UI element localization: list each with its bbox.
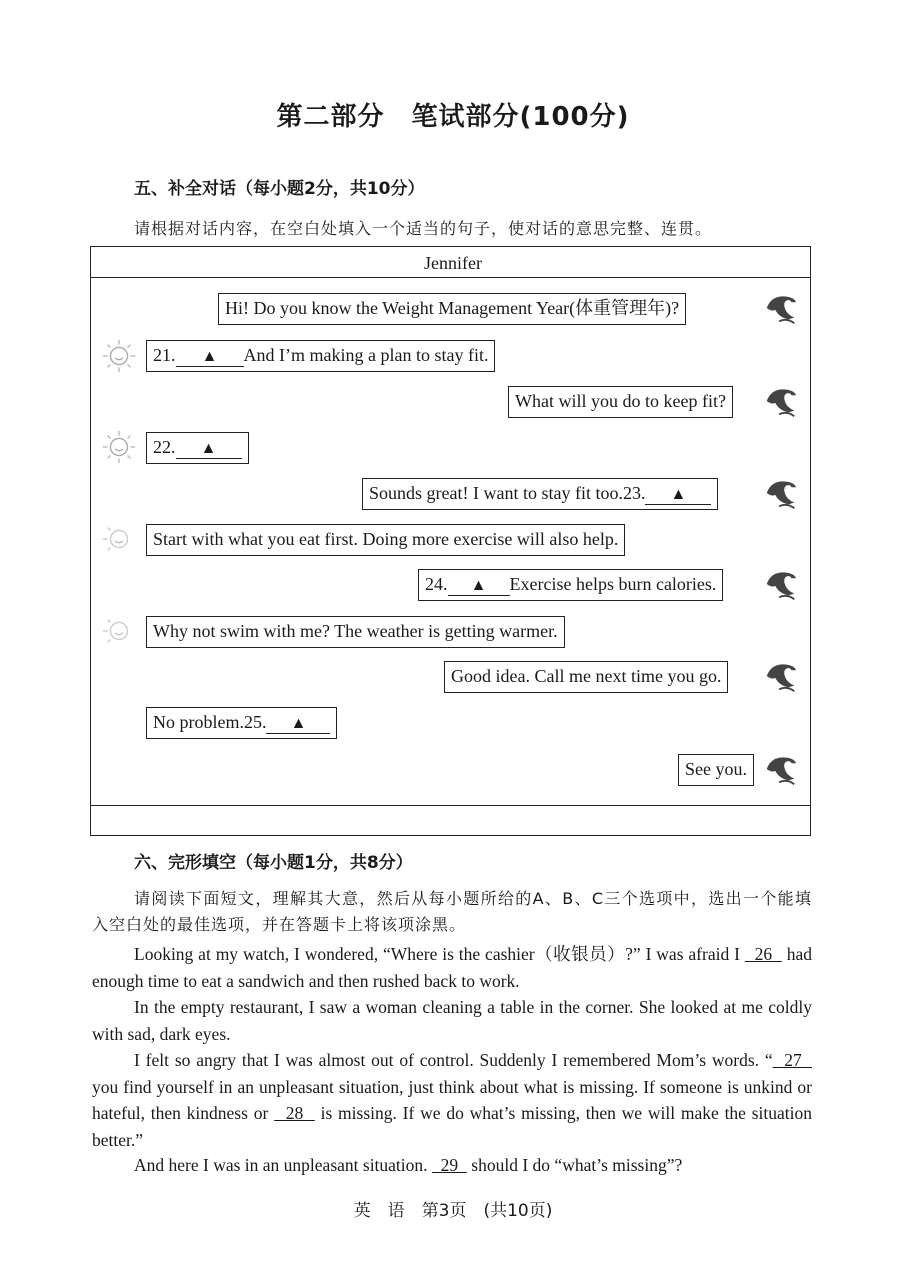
passage-text: I felt so angry that I was almost out of control. Suddenly I remembered Mom’s words. “ <box>134 1050 773 1070</box>
passage-paragraph-3 <box>92 1047 812 1153</box>
line-text: Start with what you eat first. Doing more exercise will also help. <box>153 529 619 549</box>
dolphin-icon <box>762 382 800 420</box>
dialogue-line-9 <box>444 661 728 693</box>
passage-text: is missing. If we do what’s missing, then we will make the situation better.” <box>92 1103 813 1150</box>
line-text: Exercise helps burn calories. <box>509 574 717 594</box>
dolphin-icon <box>762 750 800 788</box>
section6-instruction: 请阅读下面短文，理解其大意，然后从每小题所给的A、B、C三个选项中，选出一个能填入空白处的最佳选项，并在答题卡上将该项涂黑。 <box>92 889 812 934</box>
line-text: What will you do to keep fit? <box>515 391 726 411</box>
dialogue-line-1 <box>218 293 686 325</box>
line-text: And I’m making a plan to stay fit. <box>243 345 489 365</box>
bottom-divider <box>90 805 811 806</box>
passage-paragraph-1 <box>92 941 812 994</box>
triangle-marker: ▲ <box>200 440 217 457</box>
question-number: 22. <box>153 437 176 457</box>
sun-icon <box>100 520 138 558</box>
question-number: 21. <box>153 345 176 365</box>
passage-text: Looking at my watch, I wondered, “Where is the cashier（收银员）?” I was afraid I <box>134 944 740 964</box>
triangle-marker: ▲ <box>470 577 487 594</box>
cloze-blank-26: 26 <box>744 944 782 964</box>
dialogue-line-6 <box>146 524 625 556</box>
dolphin-icon <box>762 565 800 603</box>
passage-text: you find yourself in an unpleasant situation, just think about what is missing. If someone is unkind or hateful, then kindness or <box>92 1076 812 1123</box>
page-title: 第二部分 笔试部分(100分) <box>276 102 630 132</box>
dialogue-line-3 <box>508 386 733 418</box>
speaker-divider <box>90 277 811 278</box>
line-text: Why not swim with me? The weather is getting warmer. <box>153 621 558 641</box>
dolphin-icon <box>762 657 800 695</box>
question-number: 24. <box>425 574 448 594</box>
line-text: Hi! Do you know the Weight Management Year(体重管理年)? <box>225 298 680 318</box>
question-number: 25. <box>243 712 267 732</box>
line-text: Good idea. Call me next time you go. <box>451 666 722 686</box>
triangle-marker: ▲ <box>290 715 307 732</box>
cloze-blank-27: 27 <box>772 1050 812 1070</box>
dolphin-icon <box>762 474 800 512</box>
passage-paragraph-4 <box>92 1152 812 1179</box>
dialogue-line-8 <box>146 616 565 648</box>
sun-icon <box>100 337 138 375</box>
answer-blank-22[interactable] <box>176 438 242 459</box>
passage-text: And here I was in an unpleasant situation. <box>134 1155 428 1175</box>
section5-heading: 五、补全对话（每小题2分，共10分） <box>134 179 425 199</box>
answer-blank-21[interactable] <box>176 346 244 367</box>
answer-blank-25[interactable] <box>266 713 330 734</box>
dialogue-line-7 <box>418 569 723 601</box>
dialogue-line-4 <box>146 432 249 464</box>
dialogue-line-11 <box>678 754 754 786</box>
speaker-name: Jennifer <box>424 253 482 273</box>
answer-blank-24[interactable] <box>448 575 510 596</box>
section6-heading: 六、完形填空（每小题1分，共8分） <box>134 853 413 873</box>
triangle-marker: ▲ <box>670 486 687 503</box>
question-number: 23. <box>622 483 646 503</box>
page-footer: 英 语 第3页 (共10页) <box>353 1201 553 1221</box>
dialogue-line-5 <box>362 478 718 510</box>
passage-paragraph-2: In the empty restaurant, I saw a woman cleaning a table in the corner. She looked at me coldly with sad, dark eyes. <box>92 997 812 1044</box>
answer-blank-23[interactable] <box>645 484 711 505</box>
section5-instruction: 请根据对话内容，在空白处填入一个适当的句子，使对话的意思完整、连贯。 <box>134 219 713 238</box>
dialogue-line-10 <box>146 707 337 739</box>
sun-icon <box>100 428 138 466</box>
line-text: Sounds great! I want to stay fit too. <box>369 483 623 503</box>
dialogue-line-2 <box>146 340 495 372</box>
passage-text: had enough time to eat a sandwich and then rushed back to work. <box>92 944 813 991</box>
dolphin-icon <box>762 289 800 327</box>
line-text: See you. <box>685 759 747 779</box>
line-text: No problem. <box>153 712 244 732</box>
passage-text: should I do “what’s missing”? <box>471 1155 683 1175</box>
sun-icon <box>100 612 138 650</box>
triangle-marker: ▲ <box>201 348 218 365</box>
cloze-blank-29: 29 <box>431 1155 467 1175</box>
cloze-blank-28: 28 <box>274 1103 315 1123</box>
